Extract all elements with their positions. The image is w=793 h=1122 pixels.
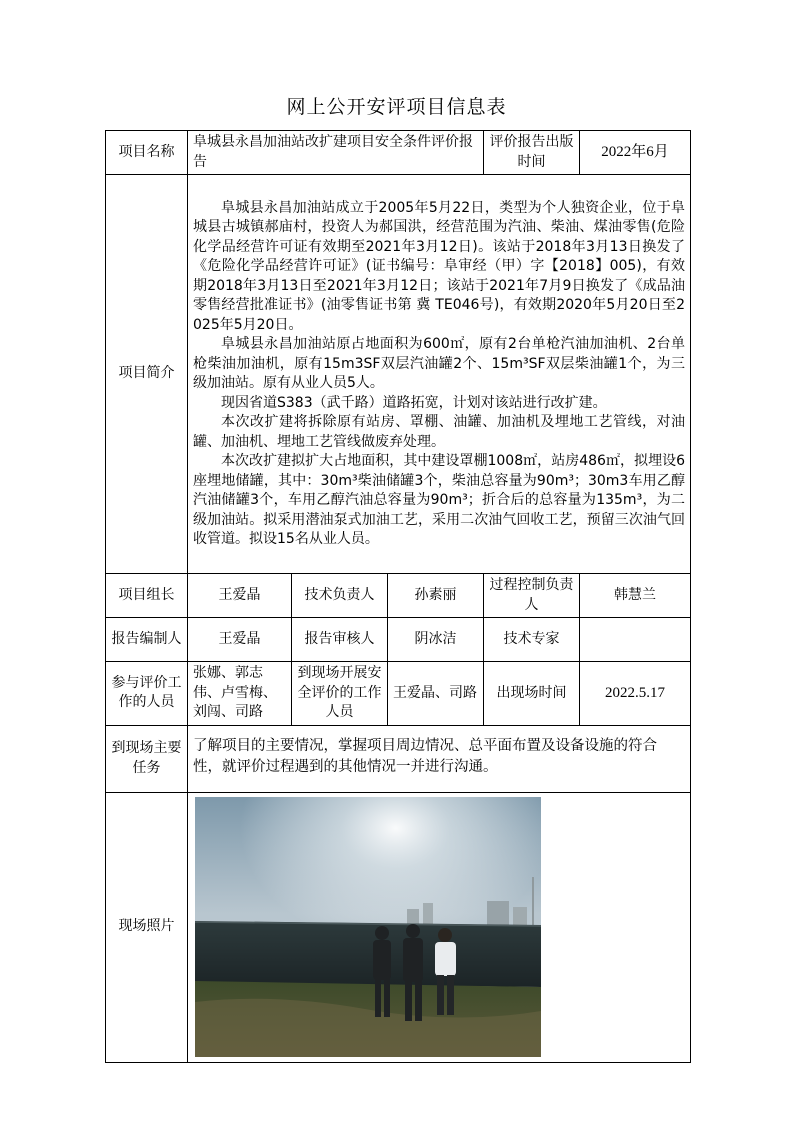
expert-label: 技术专家 [484,618,580,662]
tech-lead-label: 技术负责人 [292,574,388,618]
leader-value: 王爱晶 [188,574,292,618]
project-name-label: 项目名称 [106,131,188,175]
leader-label: 项目组长 [106,574,188,618]
info-table [105,130,691,1063]
reviewer-value: 阴冰洁 [388,618,484,662]
row-project-name [106,131,691,175]
site-photo-image [195,797,541,1057]
onsite-value: 王爱晶、司路 [388,662,484,726]
process-ctrl-label: 过程控制负责人 [484,574,580,618]
site-photo [195,797,541,1057]
task-label: 到现场主要任务 [106,725,188,792]
report-date-label: 评价报告出版时间 [484,131,580,175]
tech-lead-value: 孙素丽 [388,574,484,618]
row-team-leads [106,574,691,618]
page-title: 网上公开安评项目信息表 [286,96,507,118]
photo-cell [188,792,691,1062]
row-participants [106,662,691,726]
process-ctrl-value: 韩慧兰 [580,574,691,618]
summary-paragraph: 本次改扩建拟扩大占地面积，其中建设罩棚1008㎡，站房486㎡，拟埋设6座埋地储罐，其中：30m³柴油储罐3个，柴油总容量为90m³；30m3车用乙醇汽油储罐3个，车用乙醇汽油总容量为90m³；折合后的总容量为135m³，为二级加油站。拟采用潜油泵式加油工艺，采用二次油气回收工艺，预留三次油气回收管道。拟设15名从业人员。 [193,453,686,547]
report-date-value: 2022年6月 [580,131,691,175]
participants-label: 参与评价工作的人员 [106,662,188,726]
summary-paragraph: 阜城县永昌加油站原占地面积为600㎡，原有2台单枪汽油加油机、2台单枪柴油加油机，原有15m3SF双层汽油罐2个、15m³SF双层柴油罐1个，为三级加油站。原有从业人员5人。 [193,336,686,391]
onsite-time-value: 2022.5.17 [580,662,691,726]
row-report-staff [106,618,691,662]
author-value: 王爱晶 [188,618,292,662]
author-label: 报告编制人 [106,618,188,662]
task-value: 了解项目的主要情况，掌握项目周边情况、总平面布置及设备设施的符合性，就评价过程遇到的其他情况一并进行沟通。 [188,725,691,792]
onsite-label: 到现场开展安全评价的工作人员 [292,662,388,726]
reviewer-label: 报告审核人 [292,618,388,662]
summary-paragraph: 本次改扩建将拆除原有站房、罩棚、油罐、加油机及埋地工艺管线，对油罐、加油机、埋地工艺管线做废弃处理。 [193,414,686,450]
project-name-value: 阜城县永昌加油站改扩建项目安全条件评价报告 [188,131,484,175]
expert-value [580,618,691,662]
summary-label: 项目简介 [106,175,188,574]
participants-value: 张娜、郭志伟、卢雪梅、刘闯、司路 [188,662,292,726]
photo-label: 现场照片 [106,792,188,1062]
row-task [106,725,691,792]
summary-paragraph: 现因省道S383（武千路）道路拓宽，计划对该站进行改扩建。 [221,394,607,411]
onsite-time-label: 出现场时间 [484,662,580,726]
row-photo [106,792,691,1062]
summary-paragraph: 阜城县永昌加油站成立于2005年5月22日，类型为个人独资企业，位于阜城县古城镇郝庙村，投资人为郝国洪，经营范围为汽油、柴油、煤油零售(危险化学品经营许可证有效期至2021年3月12日)。该站于2018年3月13日换发了《危险化学品经营许可证》(证书编号：阜审经（甲）字【2018】005)，有效期2018年3月13日至2021年3月12日；该站于2021年7月9日换发了《成品油零售经营批准证书》(油零售证书第 冀 TE046号)，有效期2020年5月20日至2025年5月20日。 [193,199,686,333]
row-summary [106,175,691,574]
summary-value [188,175,691,574]
